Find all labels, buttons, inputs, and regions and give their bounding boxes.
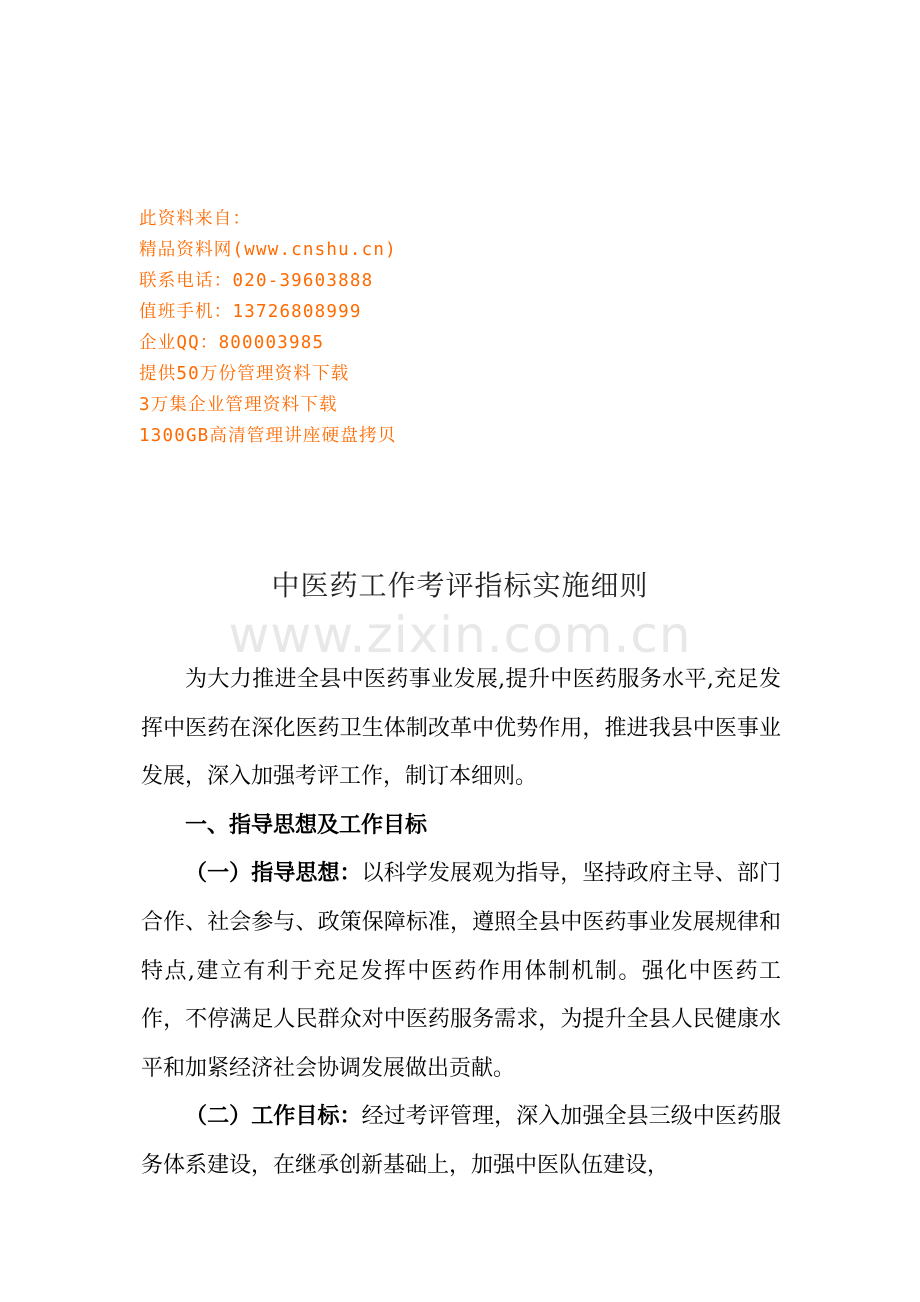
source-line: 此资料来自： <box>139 209 252 229</box>
work-goal-label: （二）工作目标： <box>185 1104 362 1130</box>
offer-line-1: 提供50万份管理资料下载 <box>139 364 350 384</box>
guiding-ideology-text: 以科学发展观为指导，坚持政府主导、部门合作、社会参与、政策保障标准，遵照全县中医药事业发展规律和特点,建立有利于充足发挥中医药作用体制机制。强化中医药工作，不停满足人民群众对中医药服务需求，为提升全县人民健康水平和加紧经济社会协调发展做出贡献。 <box>141 861 781 1081</box>
guiding-ideology-paragraph <box>141 850 781 1093</box>
source-notice <box>139 204 559 452</box>
work-goal-text: 经过考评管理，深入加强全县三级中医药服务体系建设，在继承创新基础上，加强中医队伍建设， <box>141 1104 781 1178</box>
offer-line-2: 3万集企业管理资料下载 <box>139 395 338 415</box>
qq-line: 企业QQ：800003985 <box>139 333 325 353</box>
watermark: www.zixin.com.cn <box>228 606 692 664</box>
document-body <box>141 656 781 1191</box>
document-title: 中医药工作考评指标实施细则 <box>271 569 649 602</box>
work-goal-paragraph <box>141 1093 781 1190</box>
intro-paragraph: 为大力推进全县中医药事业发展,提升中医药服务水平,充足发挥中医药在深化医药卫生体制改革中优势作用，推进我县中医事业发展，深入加强考评工作，制订本细则。 <box>141 667 781 790</box>
offer-line-3: 1300GB高清管理讲座硬盘拷贝 <box>139 426 397 446</box>
guiding-ideology-label: （一）指导思想： <box>185 861 362 887</box>
phone-line: 联系电话：020-39603888 <box>139 271 374 291</box>
mobile-line: 值班手机：13726808999 <box>139 302 362 322</box>
section-heading: 一、指导思想及工作目标 <box>185 812 428 838</box>
website-line: 精品资料网(www.cnshu.cn) <box>139 240 397 260</box>
